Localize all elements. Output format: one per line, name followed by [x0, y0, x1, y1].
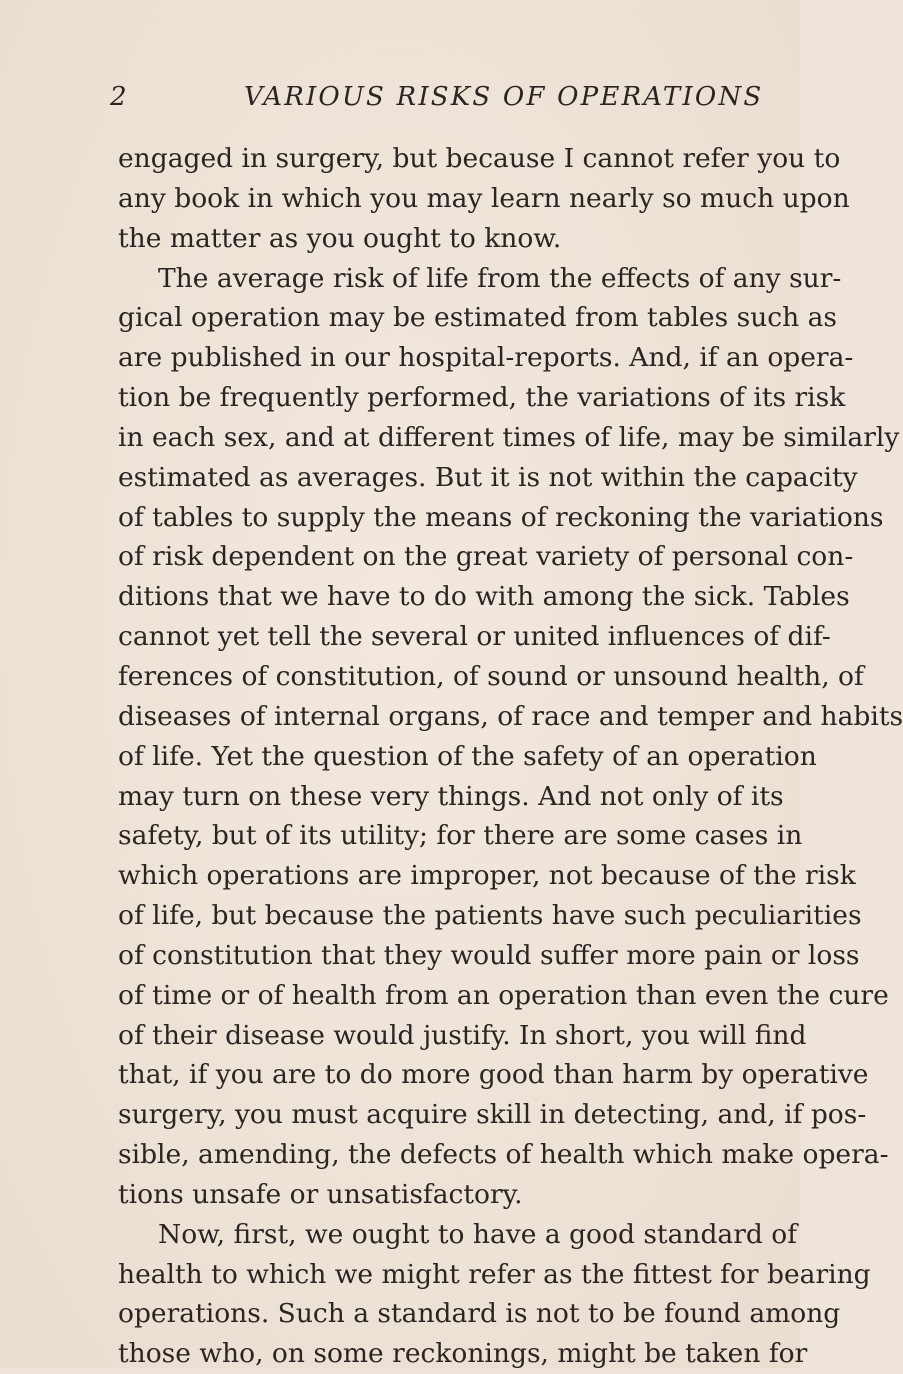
text-line: that, if you are to do more good than harm by operative [118, 1059, 869, 1091]
text-line: health to which we might refer as the fittest for bearing [118, 1258, 871, 1290]
text-line: operations. Such a standard is not to be found among [118, 1298, 841, 1330]
text-line: ferences of constitution, of sound or unsound health, of [118, 660, 864, 692]
running-title: VARIOUS RISKS OF OPERATIONS [244, 82, 764, 112]
text-line: of constitution that they would suffer more pain or loss [118, 939, 860, 971]
text-line: The average risk of life from the effects of any sur- [158, 262, 842, 294]
text-line: those who, on some reckonings, might be taken for [118, 1338, 808, 1370]
text-line: the matter as you ought to know. [118, 222, 562, 254]
text-line: safety, but of its utility; for there are some cases in [118, 820, 803, 852]
text-line: of risk dependent on the great variety of personal con- [118, 541, 854, 573]
body-text [118, 139, 903, 1374]
text-line: in each sex, and at different times of life, may be similarly [118, 421, 900, 453]
text-line: ditions that we have to do with among the sick. Tables [118, 581, 850, 613]
text-line: Now, first, we ought to have a good standard of [158, 1218, 798, 1250]
text-line: of time or of health from an operation than even the cure [118, 979, 889, 1011]
text-line: estimated as averages. But it is not within the capacity [118, 461, 858, 493]
text-line: sible, amending, the defects of health which make opera- [118, 1139, 889, 1171]
text-line: any book in which you may learn nearly so much upon [118, 182, 850, 214]
text-line: of tables to supply the means of reckoning the variations [118, 501, 884, 533]
page-header [0, 82, 800, 122]
text-line: which operations are improper, not because of the risk [118, 860, 856, 892]
text-line: surgery, you must acquire skill in detecting, and, if pos- [118, 1099, 867, 1131]
text-line: cannot yet tell the several or united influences of dif- [118, 621, 831, 653]
text-line: gical operation may be estimated from tables such as [118, 302, 838, 334]
text-line: engaged in surgery, but because I cannot refer you to [118, 143, 841, 174]
text-line: may turn on these very things. And not only of its [118, 780, 784, 812]
text-line: tions unsafe or unsatisfactory. [118, 1178, 523, 1210]
text-line: of life. Yet the question of the safety of an operation [118, 740, 817, 772]
text-line: of life, but because the patients have such peculiarities [118, 900, 862, 932]
text-line: tion be frequently performed, the variations of its risk [118, 382, 846, 414]
text-line: diseases of internal organs, of race and temper and habits [118, 700, 903, 732]
text-line: of their disease would justify. In short, you will find [118, 1019, 807, 1051]
page-number: 2 [110, 82, 128, 112]
text-line: are published in our hospital-reports. And, if an opera- [118, 342, 854, 374]
